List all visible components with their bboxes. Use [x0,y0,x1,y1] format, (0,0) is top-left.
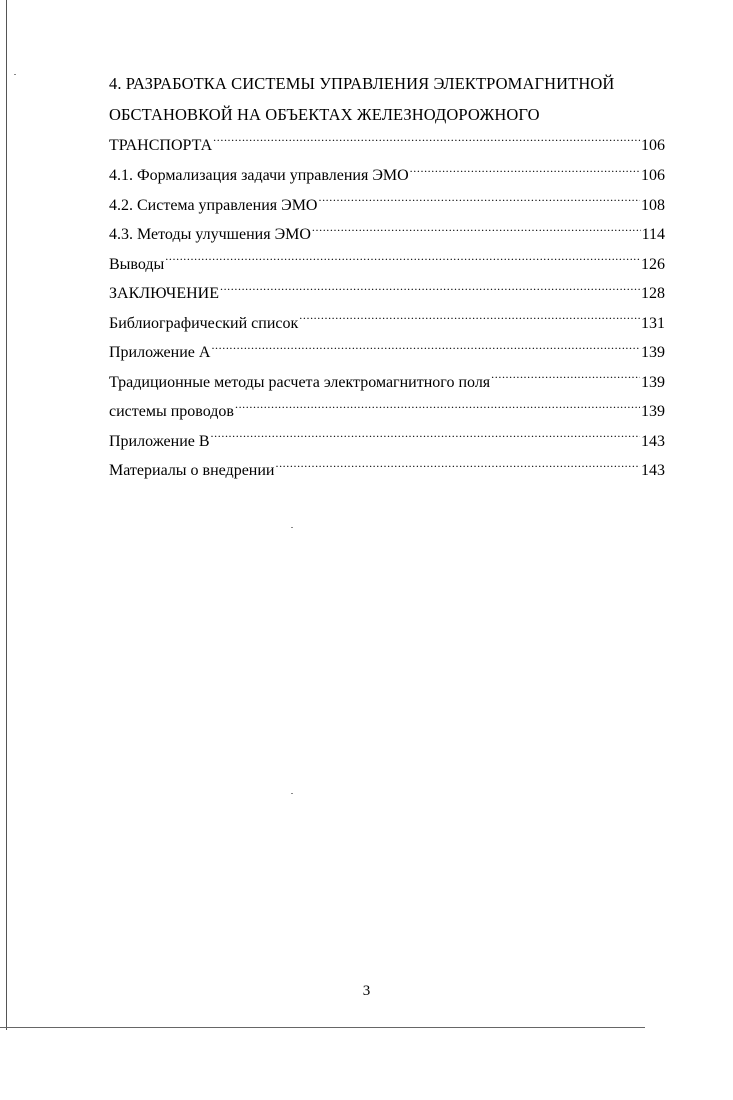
toc-entry-label: Библиографический список [109,314,299,332]
toc-leader-dots [213,134,640,150]
toc-entry-page: 143 [641,432,665,450]
toc-entry[interactable] [109,130,665,161]
scan-speck [291,793,293,794]
toc-entry-label: системы проводов [109,403,234,420]
toc-entry-page: 143 [641,462,665,479]
toc-entry-label: ТРАНСПОРТА [109,137,213,154]
toc-entry-page: 114 [641,226,665,243]
toc-entry[interactable] [109,220,665,250]
toc-leader-dots [235,400,640,416]
toc-entry-page: 128 [641,285,665,302]
toc-leader-dots [410,164,640,180]
chapter-heading-line-2: ОБСТАНОВКОЙ НА ОБЪЕКТАХ ЖЕЛЕЗНОДОРОЖНОГО [109,105,540,124]
bottom-scan-rule [0,1027,645,1028]
toc-entry-label: ЗАКЛЮЧЕНИЕ [109,285,219,302]
toc-leader-dots [165,253,640,269]
toc-entry[interactable] [109,250,665,280]
toc-entry-page: 108 [641,196,665,214]
toc-leader-dots [211,341,640,357]
table-of-contents [109,68,665,486]
toc-entry-label: 4.2. Система управления ЭМО [109,196,318,214]
toc-entry[interactable] [109,368,665,398]
toc-entry-page: 139 [641,344,665,361]
toc-entry-page: 139 [641,403,665,420]
toc-entry[interactable] [109,456,665,486]
toc-entry[interactable] [109,427,665,457]
toc-leader-dots [220,282,640,298]
page-number: 3 [362,983,371,999]
toc-leader-dots [275,459,640,475]
toc-entry[interactable] [109,397,665,427]
toc-entry-page: 106 [641,137,665,154]
toc-entry[interactable] [109,191,665,221]
chapter-heading-line-1: 4. РАЗРАБОТКА СИСТЕМЫ УПРАВЛЕНИЯ ЭЛЕКТРОМАГНИТНОЙ [109,74,615,93]
toc-leader-dots [312,223,641,239]
toc-entry-label: Традиционные методы расчета электромагнитного поля [109,373,491,391]
toc-entry-page: 126 [641,255,665,273]
toc-entry-page: 106 [641,167,665,184]
toc-leader-dots [318,194,640,210]
toc-entry-label: Материалы о внедрении [109,462,275,479]
toc-entry[interactable] [109,309,665,339]
toc-entry-label: Выводы [109,255,165,273]
toc-leader-dots [211,430,640,446]
toc-entry[interactable] [109,279,665,309]
scan-speck [14,74,16,75]
toc-leader-dots [299,312,640,328]
toc-entry-page: 139 [641,373,665,391]
toc-entry[interactable] [109,338,665,368]
scan-speck [291,527,293,528]
toc-leader-dots [491,371,640,387]
toc-entry-label: Приложение В [109,432,210,450]
toc-entry[interactable] [109,161,665,191]
toc-entry-label: 4.3. Методы улучшения ЭМО [109,226,311,243]
left-margin-rule [6,0,7,1030]
toc-entry-label: 4.1. Формализация задачи управления ЭМО [109,167,409,184]
toc-entry-label: Приложение А [109,344,211,361]
toc-entry-page: 131 [641,314,665,332]
